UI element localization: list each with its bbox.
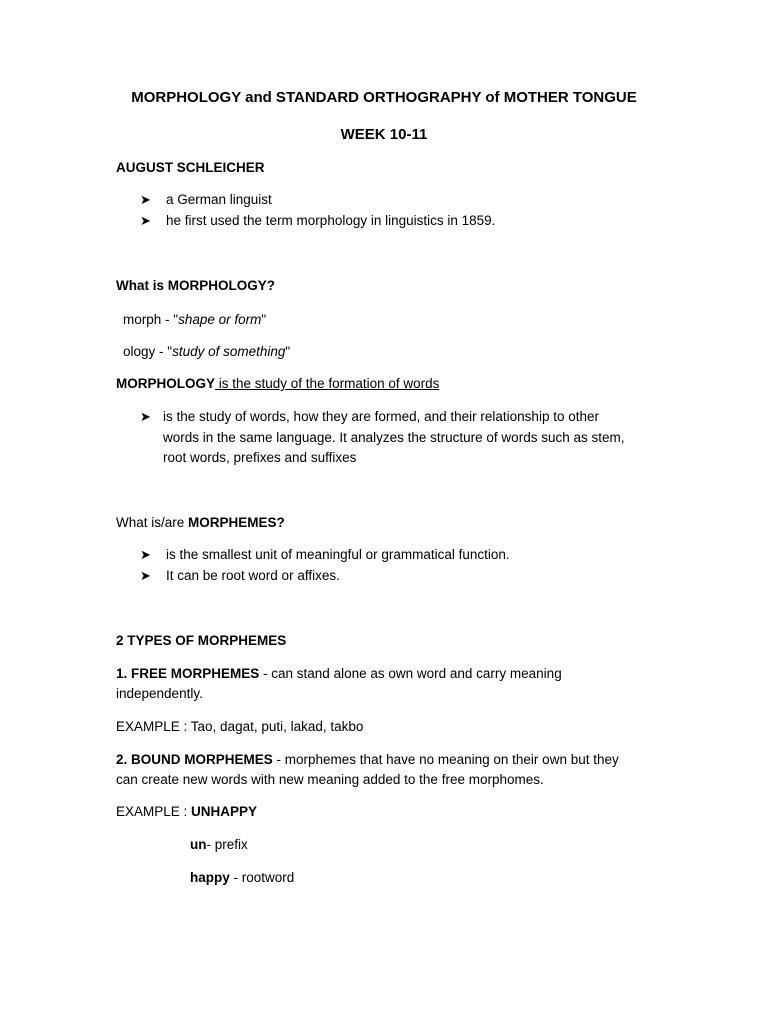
bound-example-word: UNHAPPY xyxy=(191,804,258,819)
morphemes-heading-prefix: What is/are xyxy=(116,515,189,530)
ology-definition xyxy=(123,342,290,362)
morphology-def-text: is the study of the formation of words xyxy=(215,376,440,391)
free-morphemes-text: - can stand alone as own word and carry meaning xyxy=(259,666,562,681)
morphemes-bullet-2: It can be root word or affixes. xyxy=(166,568,340,583)
morphemes-heading xyxy=(116,513,285,533)
arrow-bullet-icon: ➤ xyxy=(140,213,151,228)
week-label: WEEK 10-11 xyxy=(340,126,428,143)
rootword-example xyxy=(190,868,294,888)
schleicher-bullet-1: a German linguist xyxy=(166,192,272,207)
prefix-example xyxy=(190,835,248,855)
rootword-term: happy xyxy=(190,870,230,885)
morphology-heading: What is MORPHOLOGY? xyxy=(116,278,276,293)
morph-meaning: shape or form xyxy=(178,312,262,327)
morphemes-bullet-1: is the smallest unit of meaningful or grammatical function. xyxy=(166,547,510,562)
morphology-definition xyxy=(116,374,439,394)
bound-morphemes-line-2: can create new words with new meaning added to the free morphomes. xyxy=(116,772,544,787)
arrow-bullet-icon: ➤ xyxy=(140,547,151,562)
morphology-bullet-line-3: root words, prefixes and suffixes xyxy=(163,450,357,465)
types-heading: 2 TYPES OF MORPHEMES xyxy=(116,633,287,648)
morph-suffix: " xyxy=(261,312,267,327)
free-morphemes-term: 1. FREE MORPHEMES xyxy=(116,666,260,681)
morph-definition xyxy=(123,310,266,330)
free-morphemes-line-1 xyxy=(116,664,562,684)
bound-morphemes-line-1 xyxy=(116,750,619,770)
schleicher-heading: AUGUST SCHLEICHER xyxy=(116,160,265,175)
ology-prefix: ology - " xyxy=(123,344,173,359)
morphology-term: MORPHOLOGY xyxy=(116,376,216,391)
schleicher-bullet-2: he first used the term morphology in linguistics in 1859. xyxy=(166,213,496,228)
free-morphemes-example: EXAMPLE : Tao, dagat, puti, lakad, takbo xyxy=(116,719,364,734)
arrow-bullet-icon: ➤ xyxy=(140,192,151,207)
document-title: MORPHOLOGY and STANDARD ORTHOGRAPHY of MOTHER TONGUE xyxy=(131,89,637,106)
bound-morphemes-term: 2. BOUND MORPHEMES xyxy=(116,752,273,767)
morphology-bullet-line-1: is the study of words, how they are formed, and their relationship to other xyxy=(163,409,599,424)
ology-suffix: " xyxy=(285,344,291,359)
prefix-text: - prefix xyxy=(206,837,248,852)
ology-meaning: study of something xyxy=(172,344,286,359)
morph-prefix: morph - " xyxy=(123,312,179,327)
morphemes-heading-term: MORPHEMES? xyxy=(188,515,285,530)
rootword-text: - rootword xyxy=(229,870,295,885)
bound-example-label: EXAMPLE : xyxy=(116,804,192,819)
free-morphemes-line-2: independently. xyxy=(116,686,203,701)
prefix-term: un xyxy=(190,837,207,852)
bound-morphemes-example xyxy=(116,802,257,822)
morphology-bullet-line-2: words in the same language. It analyzes the structure of words such as stem, xyxy=(163,430,625,445)
bound-morphemes-text: - morphemes that have no meaning on their own but they xyxy=(272,752,619,767)
arrow-bullet-icon: ➤ xyxy=(140,568,151,583)
arrow-bullet-icon: ➤ xyxy=(140,409,151,424)
